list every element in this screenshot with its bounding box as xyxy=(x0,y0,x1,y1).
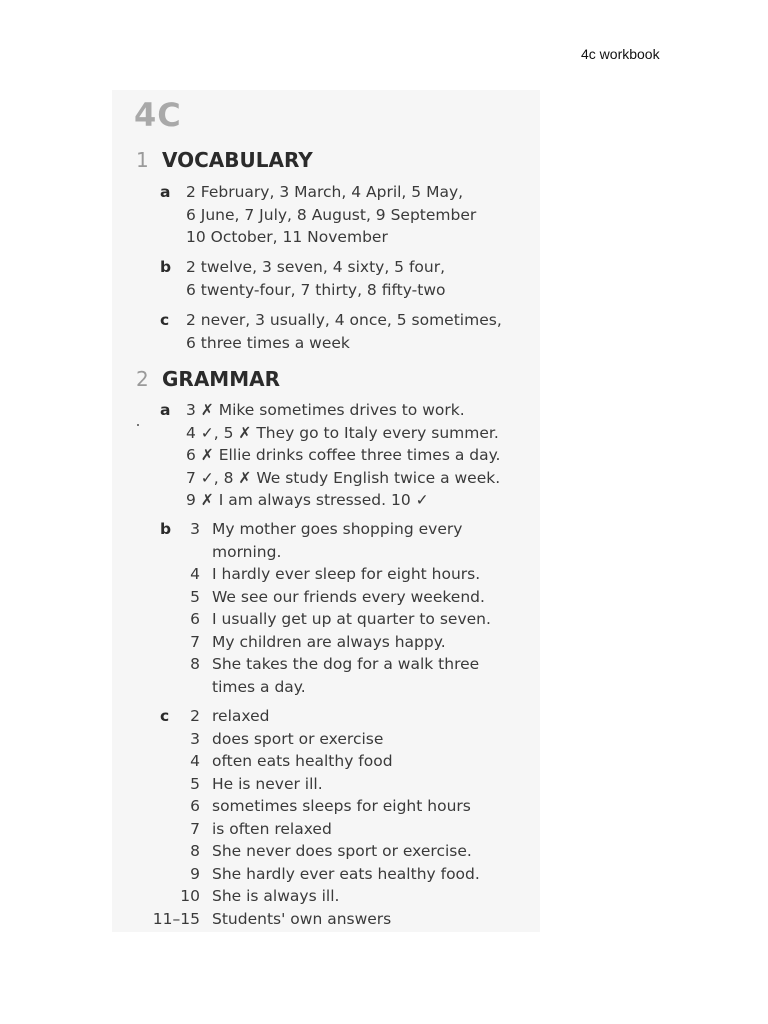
answer-item xyxy=(136,840,516,863)
item-number: 5 xyxy=(190,587,200,606)
item-number: 3 xyxy=(190,520,200,538)
section-number: 2 xyxy=(136,367,149,391)
answer-items xyxy=(160,518,520,698)
item-text: She is always ill. xyxy=(212,887,340,905)
answer-item xyxy=(160,518,520,563)
item-number: 3 xyxy=(190,729,200,748)
exercise-letter: c xyxy=(160,311,170,329)
exercise-letter: b xyxy=(160,520,172,538)
vocabulary-a xyxy=(160,181,540,249)
answer-lines xyxy=(186,309,540,354)
answer-item xyxy=(136,885,516,908)
answer-item xyxy=(136,705,516,728)
answer-line: 10 October, 11 November xyxy=(186,228,388,246)
item-text: She hardly ever eats healthy food. xyxy=(212,864,480,883)
item-text: often eats healthy food xyxy=(212,752,393,770)
answer-item xyxy=(136,773,516,796)
item-number: 8 xyxy=(190,842,200,860)
unit-title: 4C xyxy=(134,96,182,134)
item-number: 4 xyxy=(190,752,200,770)
answer-line: 2 never, 3 usually, 4 once, 5 sometimes, xyxy=(186,311,502,329)
item-text: is often relaxed xyxy=(212,819,332,838)
answer-lines xyxy=(186,256,540,301)
item-number: 7 xyxy=(190,632,200,651)
answer-item xyxy=(160,653,520,698)
answer-items xyxy=(136,705,516,930)
answer-line: 4 ✓, 5 ✗ They go to Italy every summer. xyxy=(186,423,499,442)
item-text: relaxed xyxy=(212,707,270,725)
section-grammar-heading xyxy=(136,367,280,391)
item-text: He is never ill. xyxy=(212,774,323,793)
answer-item xyxy=(136,728,516,751)
item-number: 10 xyxy=(180,887,200,905)
answer-line: 3 ✗ Mike sometimes drives to work. xyxy=(186,401,465,419)
answer-item xyxy=(160,563,520,586)
item-text: She takes the dog for a walk three times a day. xyxy=(212,655,480,696)
grammar-a xyxy=(160,399,540,512)
item-number: 6 xyxy=(190,610,200,628)
section-title: GRAMMAR xyxy=(162,367,280,391)
vocabulary-c xyxy=(160,309,540,354)
item-text: does sport or exercise xyxy=(212,729,384,748)
item-number: 6 xyxy=(190,797,200,815)
answer-line: 6 twenty-four, 7 thirty, 8 fifty-two xyxy=(186,280,446,299)
exercise-letter: b xyxy=(160,258,172,276)
item-text: Students' own answers xyxy=(212,909,392,928)
section-number: 1 xyxy=(136,148,149,172)
item-text: My mother goes shopping every morning. xyxy=(212,520,463,561)
section-vocabulary-heading xyxy=(136,148,313,172)
item-text: sometimes sleeps for eight hours xyxy=(212,797,471,815)
item-text: My children are always happy. xyxy=(212,632,446,651)
answer-line: 2 February, 3 March, 4 April, 5 May, xyxy=(186,183,464,201)
answer-lines xyxy=(186,399,540,512)
section-title: VOCABULARY xyxy=(162,148,313,172)
exercise-letter: a xyxy=(160,183,171,201)
answer-item xyxy=(160,586,520,609)
grammar-b xyxy=(160,518,520,698)
answer-line: 6 three times a week xyxy=(186,333,350,352)
answer-item xyxy=(136,795,516,818)
answer-line: 6 June, 7 July, 8 August, 9 September xyxy=(186,205,477,224)
answer-item xyxy=(136,908,516,931)
item-text: We see our friends every weekend. xyxy=(212,587,485,606)
item-number: 7 xyxy=(190,819,200,838)
answer-line: 7 ✓, 8 ✗ We study English twice a week. xyxy=(186,468,501,487)
item-text: I hardly ever sleep for eight hours. xyxy=(212,565,481,583)
item-number: 4 xyxy=(190,565,200,583)
answer-item xyxy=(136,750,516,773)
answer-line: 9 ✗ I am always stressed. 10 ✓ xyxy=(186,491,429,509)
item-text: I usually get up at quarter to seven. xyxy=(212,610,491,628)
item-number: 11–15 xyxy=(152,909,200,928)
grammar-c xyxy=(136,705,516,930)
item-number: 5 xyxy=(190,774,200,793)
answer-line: 6 ✗ Ellie drinks coffee three times a day. xyxy=(186,446,501,464)
answer-line: 2 twelve, 3 seven, 4 sixty, 5 four, xyxy=(186,258,446,276)
answer-item xyxy=(160,608,520,631)
item-text: She never does sport or exercise. xyxy=(212,842,472,860)
answer-item xyxy=(136,863,516,886)
item-number: 8 xyxy=(190,655,200,673)
vocabulary-b xyxy=(160,256,540,301)
answer-item xyxy=(160,631,520,654)
scan-speck xyxy=(137,424,139,426)
answer-item xyxy=(136,818,516,841)
exercise-letter: c xyxy=(160,707,170,725)
exercise-letter: a xyxy=(160,401,171,419)
item-number: 2 xyxy=(190,707,200,725)
item-number: 9 xyxy=(190,864,200,883)
answer-lines xyxy=(186,181,540,249)
page-title: 4c workbook xyxy=(581,46,660,62)
